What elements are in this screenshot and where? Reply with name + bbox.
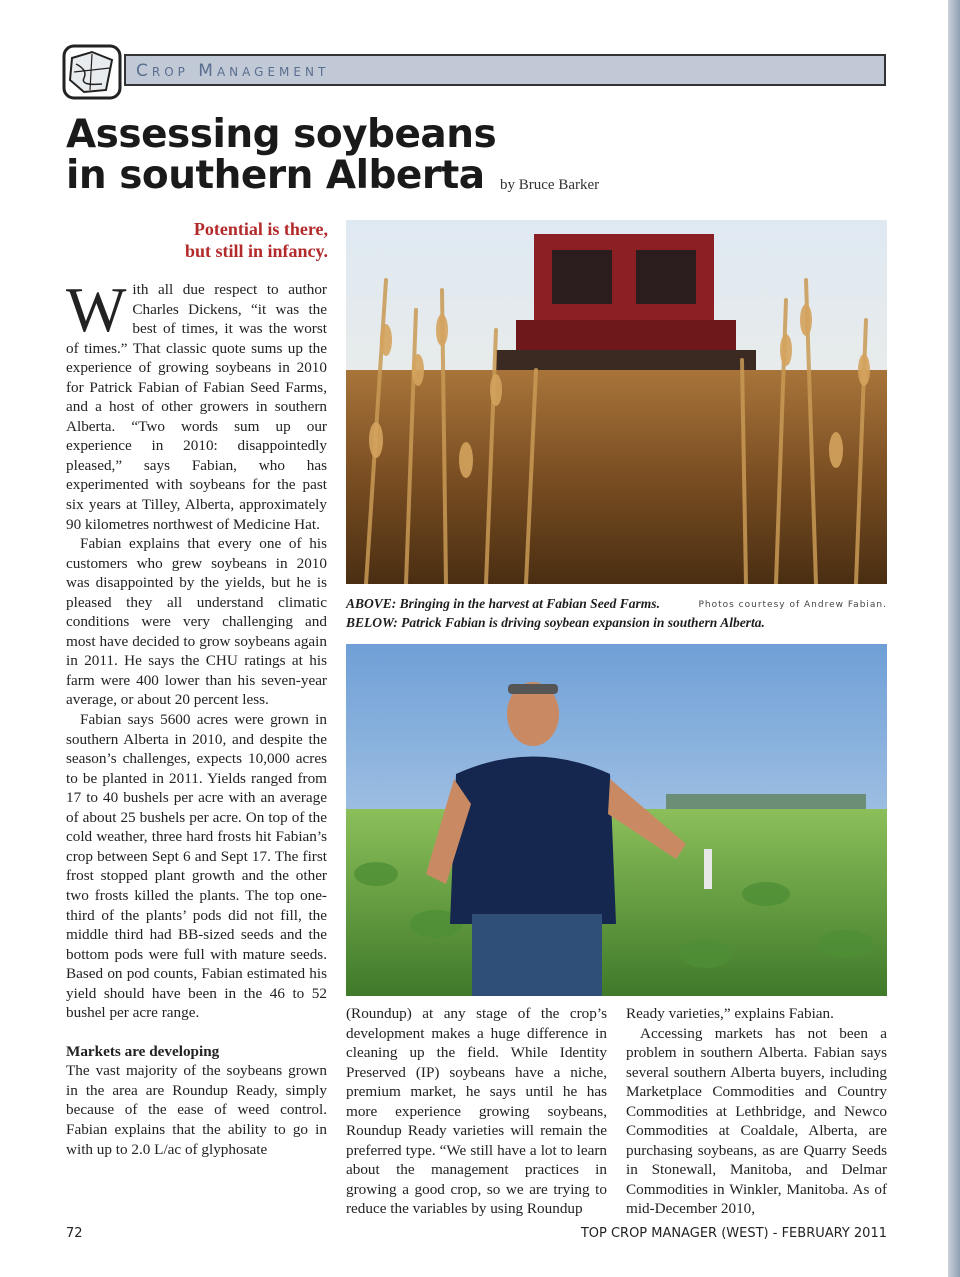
page-edge-strip <box>948 0 960 1277</box>
paragraph <box>66 274 327 534</box>
paragraph: Accessing markets has not been a problem in southern Alberta. Fabian says several southern Alberta buyers, including Marketplace Commodities and Country Commodities at Lethbridge, and Newco Commodities at Coaldale, Alberta, are purchasing soybeans, as are Quarry Seeds in Stonewall, Manitoba, and Delmar Commodities in Winkler, Manitoba. As of mid-December 2010, <box>626 1024 887 1218</box>
photo-caption <box>346 594 891 632</box>
column-2 <box>346 1004 607 1219</box>
section-label: Crop Management <box>136 61 330 81</box>
farmer-photo <box>346 644 887 996</box>
harvest-photo <box>346 220 887 584</box>
page-number: 72 <box>66 1226 83 1241</box>
paragraph: Fabian explains that every one of his customers who grew soybeans in 2010 was disappointed by the yields, but he is pleased they all understand climatic conditions were very challenging and most have decided to grow soybeans again in 2011. He says the CHU ratings at his farm were 400 lower than his seven-year average, or about 20 percent less. <box>66 535 327 709</box>
deck-line-2: but still in infancy. <box>184 241 328 261</box>
subhead: Markets are developing <box>66 1042 220 1060</box>
deck-line-1: Potential is there, <box>193 219 328 239</box>
title-line-2: in southern Alberta <box>66 153 485 198</box>
paragraph: Ready varieties,” explains Fabian. <box>626 1005 834 1022</box>
caption-below: BELOW: Patrick Fabian is driving soybean expansion in southern Alberta. <box>346 615 765 630</box>
publication-footer: TOP CROP MANAGER (WEST) - FEBRUARY 2011 <box>580 1226 887 1241</box>
paragraph: (Roundup) at any stage of the crop’s development makes a huge difference in cleaning up the field. While Identity Preserved (IP) soybeans have a niche, premium market, he says until he has more experience growing soybeans, Roundup Ready varieties will remain the preferred type. “We still have a lot to learn about the management practices in growing a good crop, so we are trying to reduce the variables by using Roundup <box>346 1005 607 1218</box>
byline: by Bruce Barker <box>500 177 600 193</box>
deck <box>140 218 328 262</box>
paragraph: Fabian says 5600 acres were grown in southern Alberta in 2010, and despite the season’s challenges, expects 10,000 acres to be planted in 2011. Yields ranged from 17 to 40 bushels per acre with an average of about 25 bushels per acre. On top of the cold weather, three hard frosts hit Fabian’s crop between Sept 6 and Sept 17. The first frost stopped plant growth and the other two frosts killed the plants. The top one-third of the plants’ pods did not fill, the middle third had BB-sized seeds and the bottom pods were full with mature seeds. Based on pod counts, Fabian estimated his yield should have been in the 46 to 52 bushel per acre range. <box>66 711 327 1022</box>
column-3 <box>626 1004 887 1219</box>
paragraph-text: ith all due respect to author Charles Dickens, “it was the best of times, it was the worst of times.” That classic quote sums up the experience of growing soybeans in 2010 for Patrick Fabian of Fabian Seed Farms, and a host of other growers in southern Alberta. “Two words sum up our experience in 2010: disappointedly pleased,” says Fabian, who has experimented with soybeans for the past six years at Tilley, Alberta, approximately 90 kilometres northwest of Medicine Hat. <box>66 281 327 533</box>
paragraph: The vast majority of the soybeans grown in the area are Roundup Ready, simply because of the ease of weed control. Fabian explains that the ability to go in with up to 2.0 L/ac of glyphosate <box>66 1062 327 1158</box>
column-1 <box>66 274 327 1159</box>
article-title <box>66 114 496 196</box>
map-icon <box>62 44 122 100</box>
photo-credit: Photos courtesy of Andrew Fabian. <box>698 600 887 610</box>
drop-cap: W <box>66 274 127 345</box>
caption-above: ABOVE: Bringing in the harvest at Fabian Seed Farms. <box>346 596 660 611</box>
section-bar <box>124 54 886 86</box>
title-line-1: Assessing soybeans <box>66 112 497 157</box>
